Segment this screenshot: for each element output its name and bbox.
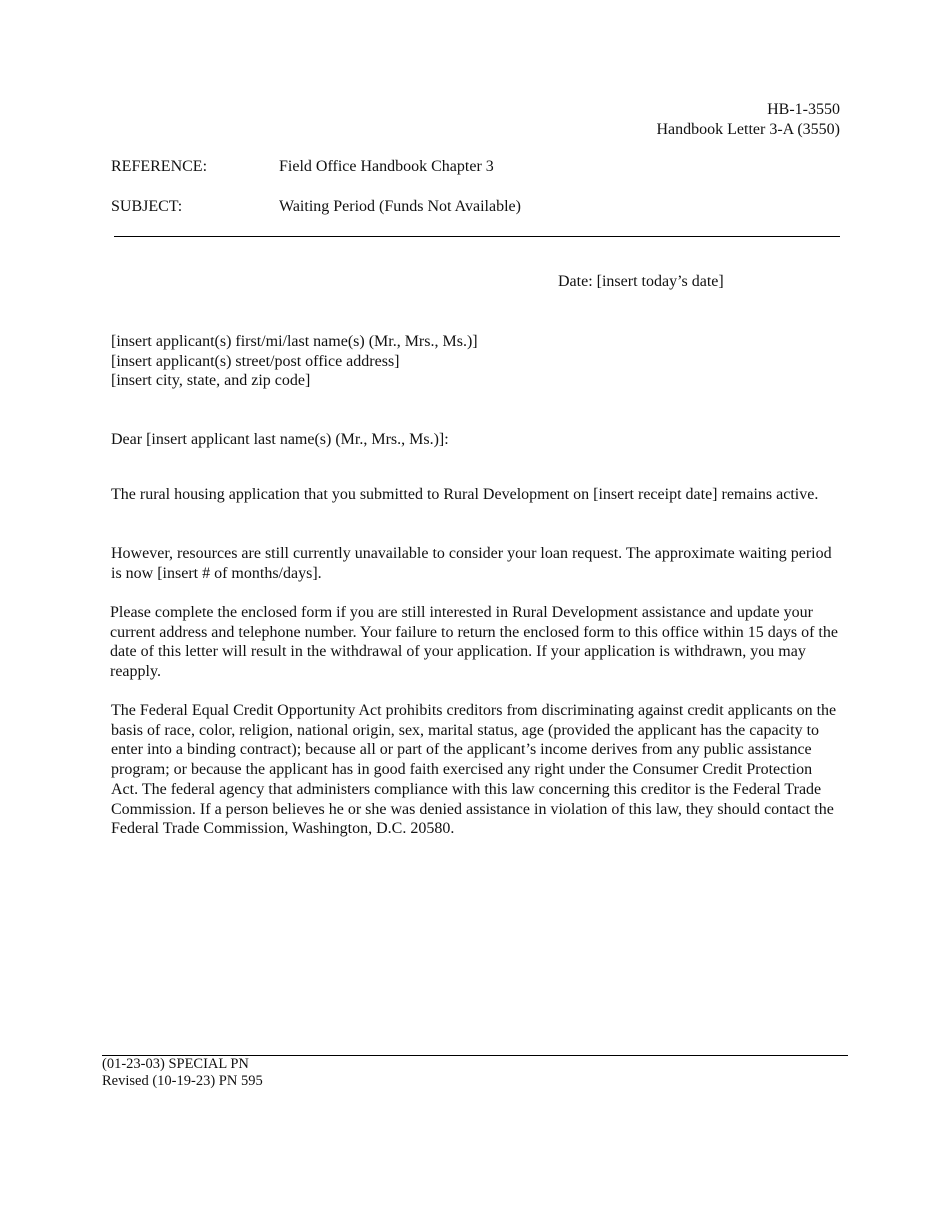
subject-value: Waiting Period (Funds Not Available) [279,198,521,215]
document-header [656,100,840,140]
footer-special-pn: (01-23-03) SPECIAL PN [102,1056,249,1072]
paragraph-text: The rural housing application that you submitted to Rural Development on [insert receipt date] remains active. [111,486,819,503]
paragraph-enclosed-form [110,587,838,698]
reference-label: REFERENCE: [111,158,208,175]
paragraph-text: However, resources are still currently unavailable to consider your loan request. The approximate waiting period is now [insert # of months/days]. [111,545,832,582]
address-line-city: [insert city, state, and zip code] [111,372,311,390]
letter-title: Handbook Letter 3-A (3550) [656,121,840,138]
header-divider [114,236,840,237]
address-line-street: [insert applicant(s) street/post office address] [111,352,400,370]
paragraph-text: The Federal Equal Credit Opportunity Act prohibits creditors from discriminating against credit applicants on the basis of race, color, religion, national origin, sex, marital status, age (provided the applicant has the capacity to enter into a binding contract); because all or part of the applicant’s income derives from any public assistance program; or because the applicant has in good faith exercised any right under the Consumer Credit Protection Act. The federal agency that administers compliance with this law concerning this creditor is the Federal Trade Commission. If a person believes he or she was denied assistance in violation of this law, they should contact the Federal Trade Commission, Washington, D.C. 20580. [111,702,837,838]
page-footer [102,1056,263,1090]
subject-label: SUBJECT: [111,198,183,215]
paragraph-application-status [111,469,839,521]
paragraph-text: Please complete the enclosed form if you are still interested in Rural Development assistance and update your current address and telephone number. Your failure to return the enclosed form to this office within 15 days of the date of this letter will result in the withdrawal of your application. If your application is withdrawn, you may reapply. [110,604,838,681]
recipient-address [111,332,837,391]
document-number: HB-1-3550 [767,101,840,118]
paragraph-equal-credit-notice [111,685,839,855]
address-line-name: [insert applicant(s) first/mi/last name(s) (Mr., Mrs., Ms.)] [111,333,478,350]
salutation: Dear [insert applicant last name(s) (Mr., Mrs., Ms.)]: [111,431,449,448]
reference-value: Field Office Handbook Chapter 3 [279,158,494,175]
footer-revised-pn: Revised (10-19-23) PN 595 [102,1073,263,1089]
date-line: Date: [insert today’s date] [558,273,724,290]
